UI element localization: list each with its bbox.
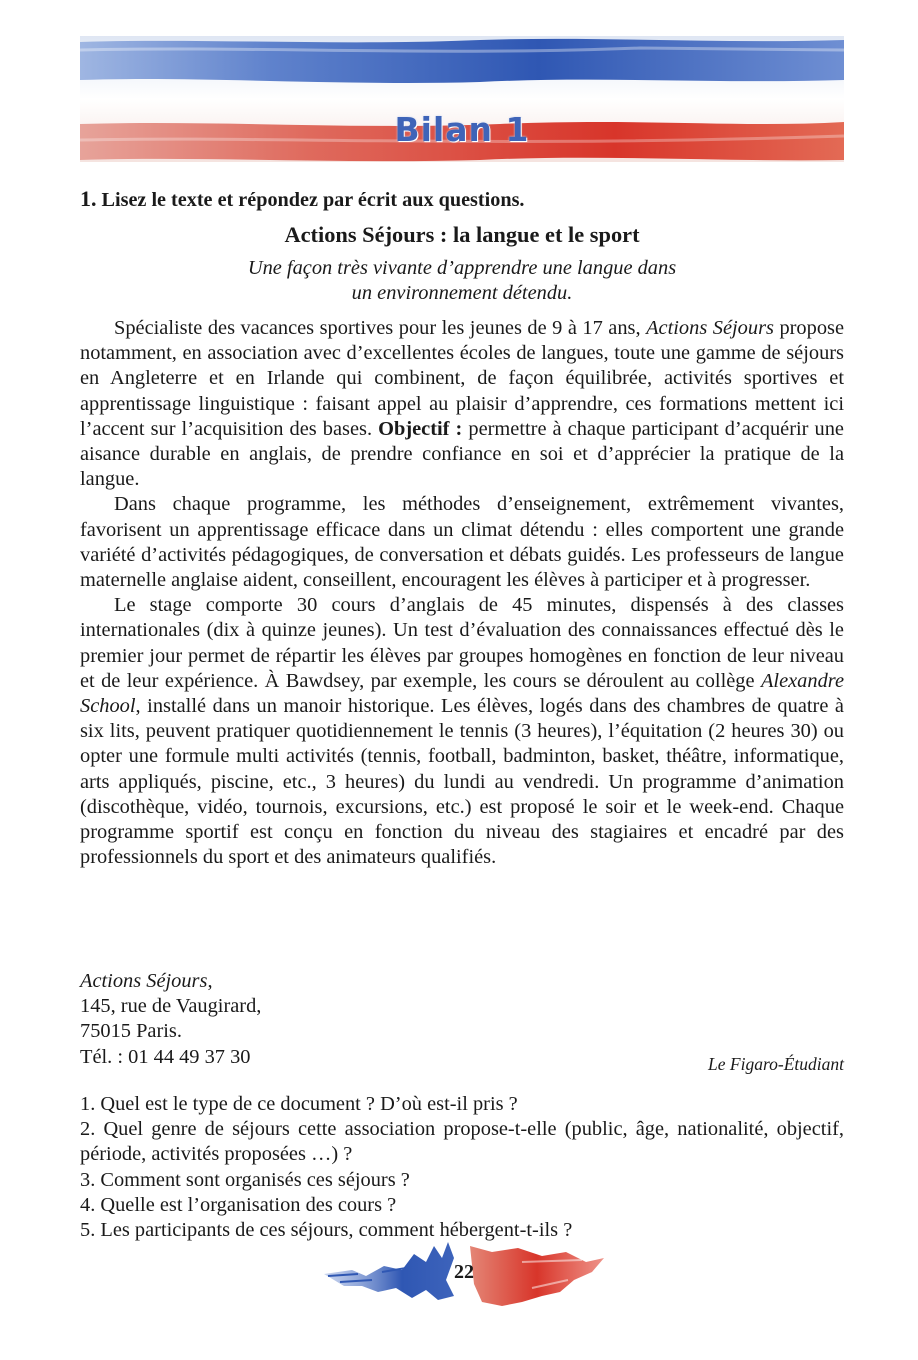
- school-name: Alexandre School: [80, 669, 844, 718]
- exercise-number: 1.: [80, 186, 97, 211]
- question-item: 3. Comment sont organisés ces séjours ?: [80, 1168, 410, 1191]
- article-subtitle-line: un environnement détendu.: [351, 282, 573, 304]
- article-paragraph: [80, 316, 844, 492]
- question-item: 2. Quel genre de séjours cette association propose-t-elle (public, âge, nationalité, objectif, période, activités proposées …) ?: [80, 1118, 844, 1166]
- article-title: Actions Séjours : la langue et le sport: [284, 222, 640, 247]
- article-paragraph: [80, 593, 844, 870]
- address-phone: Tél. : 01 44 49 37 30: [80, 1045, 251, 1068]
- source-credit: Le Figaro-Étudiant: [708, 1054, 844, 1074]
- page-number: 22: [454, 1261, 474, 1283]
- article-subtitle-line: Une façon très vivante d’apprendre une langue dans: [247, 257, 677, 279]
- question-item: 1. Quel est le type de ce document ? D’où est-il pris ?: [80, 1093, 518, 1115]
- paragraph-text: Spécialiste des vacances sportives pour les jeunes de 9 à 17 ans,: [114, 317, 647, 339]
- address-street: 145, rue de Vaugirard,: [80, 995, 262, 1018]
- exercise-instruction-text: Lisez le texte et répondez par écrit aux questions.: [101, 189, 525, 211]
- address-organization: Actions Séjours: [80, 970, 208, 992]
- address-punctuation: ,: [207, 970, 213, 992]
- article-paragraph: Dans chaque programme, les méthodes d’enseignement, extrêmement vivantes, favorisent un apprentissage efficace dans un climat détendu : elles comportent une grande variété d’activités pédagogiques, de conversation et débats guidés. Les professeurs de langue maternelle anglaise aident, conseillent, encouragent les élèves à participer et à progresser.: [80, 493, 844, 592]
- paragraph-text: Le stage comporte 30 cours d’anglais de 45 minutes, dispensés à des classes internationales (dix à quinze jeunes). Un test d’évaluation des connaissances effectué dès le premier jour permet de répartir les élèves par groupes homogènes en fonction de leur niveau et de leur expérience. À Bawdsey, par exemple, les cours se déroulent au collège: [80, 594, 844, 692]
- organization-name: Actions Séjours: [646, 317, 774, 339]
- article-body: [80, 316, 844, 870]
- question-item: 5. Les participants de ces séjours, comment hébergent-t-ils ?: [80, 1219, 573, 1242]
- paragraph-text: permettre à chaque participant d’acquérir une aisance durable en anglais, de prendre confiance en soi et d’apprécier la pratique de la langue.: [80, 417, 844, 491]
- objective-label: Objectif :: [378, 417, 463, 440]
- address-name: [80, 969, 844, 994]
- exercise-instruction: [80, 186, 524, 212]
- questions-list: [80, 1092, 844, 1243]
- footer: [322, 1240, 606, 1320]
- address-city: 75015 Paris.: [80, 1020, 182, 1043]
- page-title: Bilan 1: [394, 110, 530, 149]
- article-subtitle: [80, 256, 844, 306]
- paragraph-text: , installé dans un manoir historique. Les élèves, logés dans des chambres de quatre à six lits, peuvent pratiquer quotidiennement le tennis (3 heures), l’équitation (2 heures 30) ou opter une formule multi activités (tennis, football, badminton, basket, théâtre, informatique, arts appliqués, piscine, etc., 3 heures) du lundi au vendredi. Un programme d’animation (discothèque, vidéo, tournois, excursions, etc.) est proposé le soir et le week-end. Chaque programme sportif est conçu en fonction du niveau des stagiaires et encadré par des professionnels du sport et des animateurs qualifiés.: [80, 695, 844, 869]
- paragraph-text: propose notamment, en association avec d’excellentes écoles de langues, toute une gamme de séjours en Angleterre et en Irlande qui combinent, de façon équilibrée, activités sportives et apprentissage linguistique : faisant appel au plaisir d’apprendre, ces formations mettent ici l’accent sur l’acquisition des bases.: [80, 317, 845, 440]
- question-item: 4. Quelle est l’organisation des cours ?: [80, 1193, 397, 1216]
- header-banner: [80, 36, 844, 162]
